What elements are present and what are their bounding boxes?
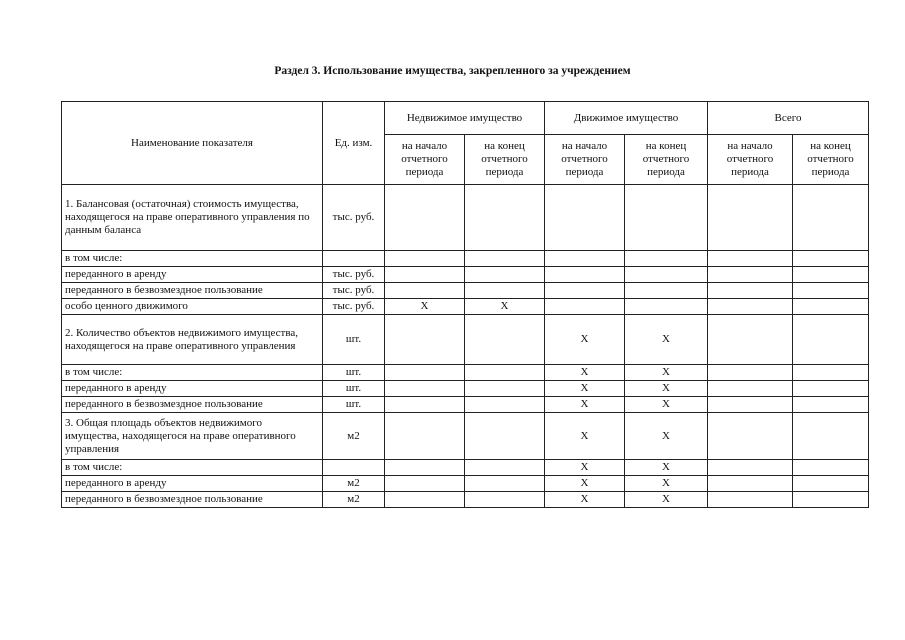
column-group-movable: Движимое имущество bbox=[545, 102, 708, 135]
value-cell bbox=[708, 397, 793, 413]
value-cell bbox=[465, 283, 545, 299]
value-cell bbox=[385, 492, 465, 508]
value-cell bbox=[385, 251, 465, 267]
column-header-unit: Ед. изм. bbox=[323, 102, 385, 185]
value-cell: X bbox=[385, 299, 465, 315]
value-cell bbox=[793, 315, 869, 365]
value-cell bbox=[545, 185, 625, 251]
value-cell bbox=[545, 251, 625, 267]
value-cell: X bbox=[625, 397, 708, 413]
value-cell bbox=[465, 397, 545, 413]
value-cell: X bbox=[545, 492, 625, 508]
property-usage-table bbox=[61, 101, 869, 508]
value-cell bbox=[708, 315, 793, 365]
value-cell: X bbox=[625, 365, 708, 381]
value-cell bbox=[793, 185, 869, 251]
value-cell bbox=[385, 460, 465, 476]
value-cell bbox=[625, 283, 708, 299]
row-unit: шт. bbox=[323, 397, 385, 413]
value-cell: X bbox=[545, 476, 625, 492]
value-cell bbox=[465, 315, 545, 365]
row-label: переданного в безвозмездное пользование bbox=[62, 397, 323, 413]
column-group-total: Всего bbox=[708, 102, 869, 135]
value-cell bbox=[793, 381, 869, 397]
header-row-groups bbox=[62, 102, 869, 135]
row-unit: тыс. руб. bbox=[323, 185, 385, 251]
table-row bbox=[62, 413, 869, 460]
value-cell bbox=[793, 492, 869, 508]
row-label: в том числе: bbox=[62, 460, 323, 476]
value-cell bbox=[708, 299, 793, 315]
table-row bbox=[62, 251, 869, 267]
value-cell: X bbox=[465, 299, 545, 315]
value-cell bbox=[708, 460, 793, 476]
value-cell bbox=[385, 381, 465, 397]
value-cell: X bbox=[545, 315, 625, 365]
column-header-period-start: на начало отчетного периода bbox=[545, 135, 625, 185]
value-cell bbox=[793, 460, 869, 476]
table-row bbox=[62, 315, 869, 365]
value-cell bbox=[793, 413, 869, 460]
table-row bbox=[62, 267, 869, 283]
section-title: Раздел 3. Использование имущества, закрепленного за учреждением bbox=[274, 65, 631, 77]
value-cell: X bbox=[625, 381, 708, 397]
table-row bbox=[62, 476, 869, 492]
row-unit: шт. bbox=[323, 381, 385, 397]
value-cell bbox=[708, 381, 793, 397]
table-row bbox=[62, 185, 869, 251]
value-cell bbox=[625, 185, 708, 251]
row-label: 2. Количество объектов недвижимого имущества, находящегося на праве оперативного управления bbox=[62, 315, 323, 365]
value-cell bbox=[465, 381, 545, 397]
row-unit: тыс. руб. bbox=[323, 299, 385, 315]
column-header-period-start: на начало отчетного периода bbox=[385, 135, 465, 185]
row-label: переданного в безвозмездное пользование bbox=[62, 492, 323, 508]
value-cell bbox=[385, 413, 465, 460]
value-cell bbox=[385, 365, 465, 381]
value-cell bbox=[708, 476, 793, 492]
row-unit: шт. bbox=[323, 315, 385, 365]
row-unit: м2 bbox=[323, 413, 385, 460]
column-header-period-end: на конец отчетного периода bbox=[625, 135, 708, 185]
row-label: переданного в аренду bbox=[62, 267, 323, 283]
value-cell bbox=[708, 365, 793, 381]
row-label: особо ценного движимого bbox=[62, 299, 323, 315]
table-row bbox=[62, 299, 869, 315]
value-cell: X bbox=[625, 413, 708, 460]
value-cell bbox=[385, 476, 465, 492]
value-cell: X bbox=[545, 365, 625, 381]
value-cell bbox=[465, 365, 545, 381]
value-cell: X bbox=[625, 460, 708, 476]
value-cell bbox=[545, 283, 625, 299]
table-row bbox=[62, 283, 869, 299]
row-label: 1. Балансовая (остаточная) стоимость имущества, находящегося на праве оперативного управления по данным баланса bbox=[62, 185, 323, 251]
value-cell bbox=[708, 283, 793, 299]
value-cell bbox=[793, 397, 869, 413]
value-cell bbox=[708, 413, 793, 460]
row-unit bbox=[323, 460, 385, 476]
value-cell: X bbox=[625, 492, 708, 508]
value-cell bbox=[793, 283, 869, 299]
value-cell: X bbox=[545, 381, 625, 397]
row-label: в том числе: bbox=[62, 365, 323, 381]
table-row bbox=[62, 460, 869, 476]
value-cell: X bbox=[545, 397, 625, 413]
row-label: 3. Общая площадь объектов недвижимого имущества, находящегося на праве оперативного управления bbox=[62, 413, 323, 460]
value-cell bbox=[465, 492, 545, 508]
row-label: в том числе: bbox=[62, 251, 323, 267]
value-cell bbox=[385, 397, 465, 413]
row-unit: м2 bbox=[323, 492, 385, 508]
value-cell: X bbox=[625, 476, 708, 492]
table-body bbox=[62, 185, 869, 508]
value-cell bbox=[708, 267, 793, 283]
value-cell bbox=[793, 365, 869, 381]
value-cell: X bbox=[625, 315, 708, 365]
value-cell bbox=[793, 251, 869, 267]
value-cell bbox=[385, 267, 465, 283]
value-cell bbox=[545, 299, 625, 315]
value-cell bbox=[385, 315, 465, 365]
row-unit: шт. bbox=[323, 365, 385, 381]
row-unit: тыс. руб. bbox=[323, 267, 385, 283]
value-cell bbox=[465, 185, 545, 251]
value-cell bbox=[385, 185, 465, 251]
table-row bbox=[62, 397, 869, 413]
value-cell bbox=[793, 476, 869, 492]
row-label: переданного в безвозмездное пользование bbox=[62, 283, 323, 299]
value-cell bbox=[793, 267, 869, 283]
value-cell bbox=[465, 413, 545, 460]
value-cell bbox=[708, 251, 793, 267]
table-row bbox=[62, 381, 869, 397]
column-header-period-end: на конец отчетного периода bbox=[793, 135, 869, 185]
row-label: переданного в аренду bbox=[62, 381, 323, 397]
value-cell bbox=[465, 476, 545, 492]
column-header-name: Наименование показателя bbox=[62, 102, 323, 185]
value-cell bbox=[625, 267, 708, 283]
column-header-period-end: на конец отчетного периода bbox=[465, 135, 545, 185]
value-cell: X bbox=[545, 460, 625, 476]
table-row bbox=[62, 365, 869, 381]
value-cell bbox=[465, 267, 545, 283]
row-label: переданного в аренду bbox=[62, 476, 323, 492]
table-row bbox=[62, 492, 869, 508]
value-cell bbox=[625, 251, 708, 267]
value-cell bbox=[793, 299, 869, 315]
row-unit bbox=[323, 251, 385, 267]
value-cell bbox=[708, 492, 793, 508]
row-unit: м2 bbox=[323, 476, 385, 492]
value-cell bbox=[385, 283, 465, 299]
column-group-real-estate: Недвижимое имущество bbox=[385, 102, 545, 135]
value-cell bbox=[545, 267, 625, 283]
row-unit: тыс. руб. bbox=[323, 283, 385, 299]
value-cell bbox=[708, 185, 793, 251]
value-cell: X bbox=[545, 413, 625, 460]
value-cell bbox=[625, 299, 708, 315]
column-header-period-start: на начало отчетного периода bbox=[708, 135, 793, 185]
value-cell bbox=[465, 460, 545, 476]
value-cell bbox=[465, 251, 545, 267]
